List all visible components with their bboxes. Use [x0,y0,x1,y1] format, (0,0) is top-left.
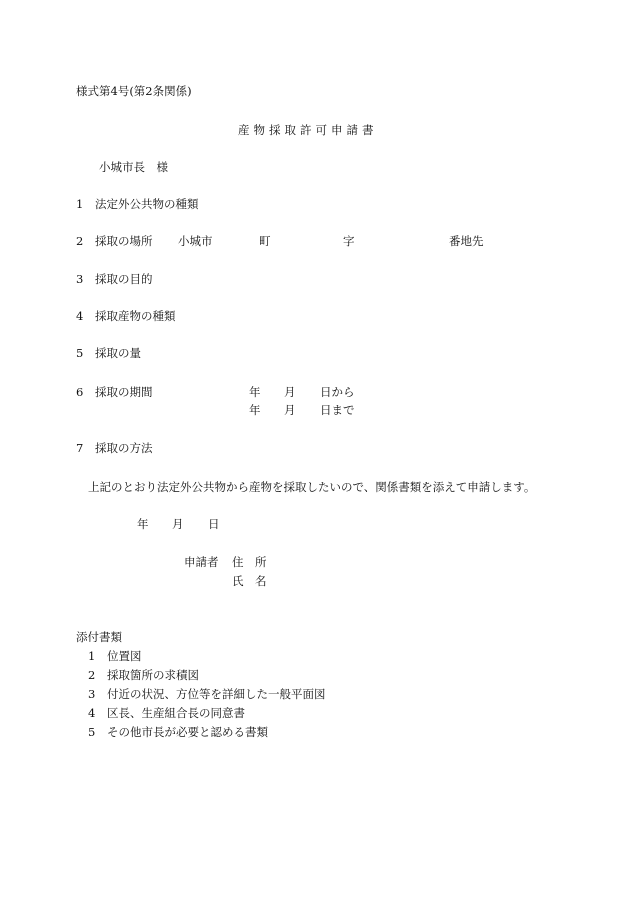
item-number: 7 [76,441,84,455]
place-town: 町 [259,234,271,248]
applicant-name-label: 氏 名 [232,574,267,588]
attachment-number: 1 [88,649,96,663]
period-to-year: 年 [249,403,261,417]
addressee: 小城市長 様 [99,160,168,174]
period-from-year: 年 [249,385,261,399]
form-title: 産物採取許可申請書 [238,123,378,137]
date-year: 年 [137,517,149,531]
item-label: 採取の目的 [95,272,153,286]
period-from-day: 日から [320,385,355,399]
item-label: 採取の期間 [95,385,153,399]
statement: 上記のとおり法定外公共物から産物を採取したいので、関係書類を添えて申請します。 [88,480,536,494]
attachment-item: 位置図 [107,649,142,663]
item-label: 採取の方法 [95,441,153,455]
item-number: 6 [76,385,84,399]
attachment-item: 採取箇所の求積図 [107,668,199,682]
applicant-address-label: 住 所 [232,555,267,569]
attachment-number: 4 [88,706,96,720]
attachment-item: 付近の状況、方位等を詳細した一般平面図 [107,687,326,701]
period-to-month: 月 [284,403,296,417]
form-number: 様式第4号(第2条関係) [76,84,192,98]
attachment-number: 5 [88,725,96,739]
attachments-heading: 添付書類 [76,630,122,644]
applicant-label: 申請者 [184,555,219,569]
place-aza: 字 [343,234,355,248]
place-city: 小城市 [178,234,213,248]
item-number: 4 [76,309,84,323]
item-number: 3 [76,272,84,286]
attachment-number: 3 [88,687,96,701]
item-number: 2 [76,234,84,248]
date-day: 日 [208,517,220,531]
place-lot: 番地先 [449,234,484,248]
attachment-number: 2 [88,668,96,682]
item-label: 採取の量 [95,346,141,360]
item-label: 法定外公共物の種類 [95,197,199,211]
item-number: 5 [76,346,84,360]
item-label: 採取の場所 [95,234,153,248]
date-month: 月 [172,517,184,531]
attachment-item: 区長、生産組合長の同意書 [107,706,245,720]
attachment-item: その他市長が必要と認める書類 [107,725,268,739]
period-from-month: 月 [284,385,296,399]
item-number: 1 [76,197,84,211]
item-label: 採取産物の種類 [95,309,176,323]
period-to-day: 日まで [320,403,355,417]
